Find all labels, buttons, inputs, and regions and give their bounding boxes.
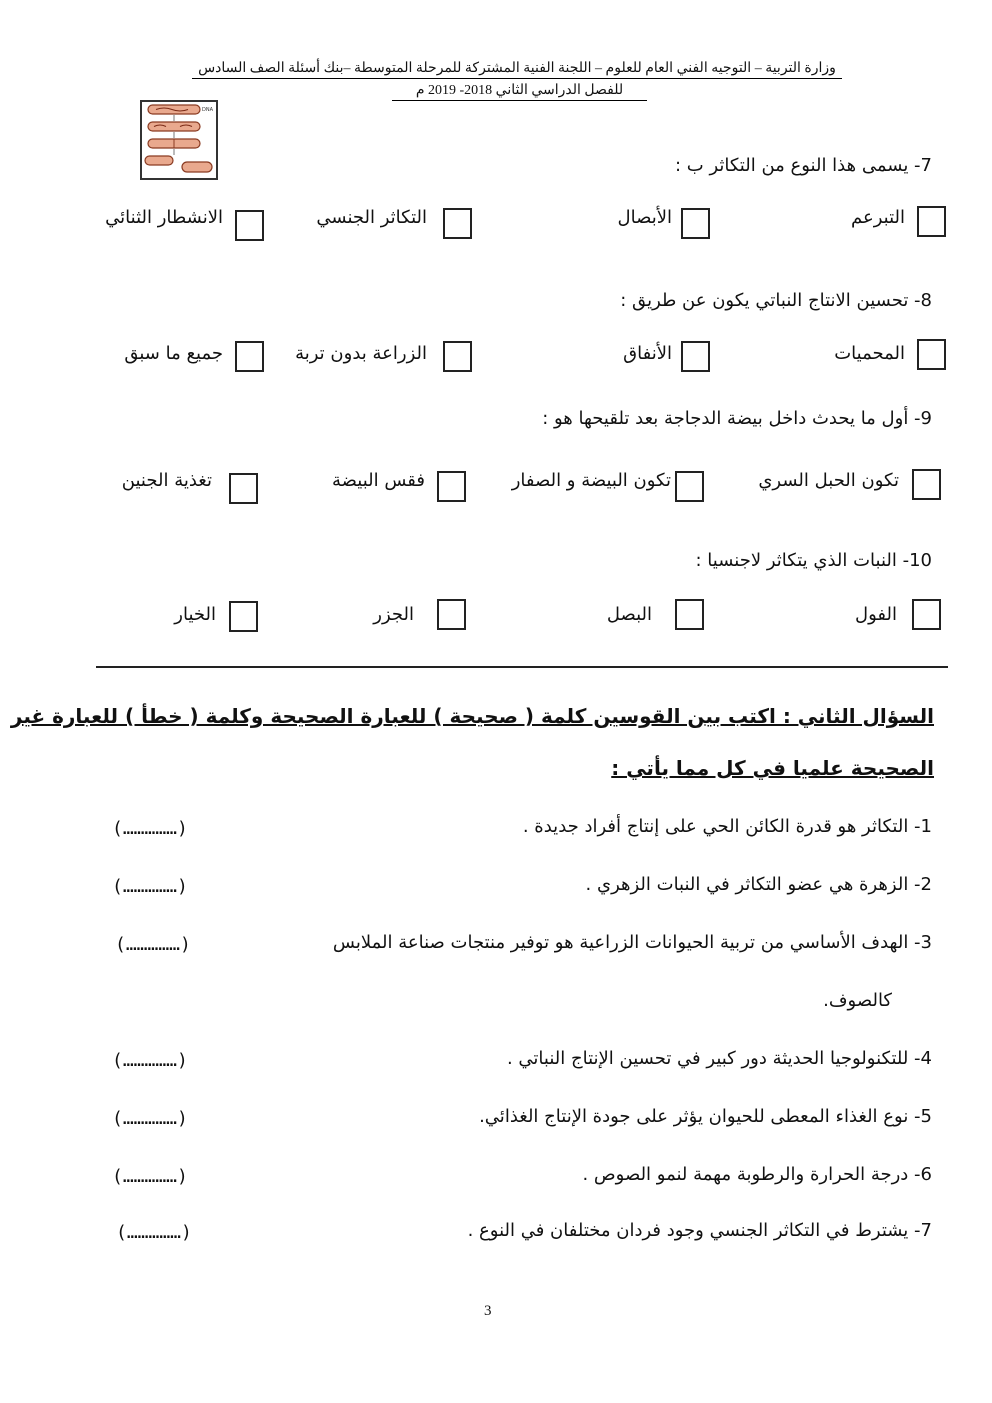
question-9-stem: 9- أول ما يحدث داخل بيضة الدجاجة بعد تلقيحها هو :	[542, 408, 932, 429]
statement-6: 6- درجة الحرارة والرطوبة مهمة لنمو الصوص .	[582, 1164, 932, 1185]
statement-7: 7- يشترط في التكاثر الجنسي وجود فردان مختلفان في النوع .	[467, 1220, 932, 1241]
answer-blank[interactable]: (……………)	[112, 876, 188, 897]
option-label: تكون الحبل السري	[758, 470, 899, 491]
option-checkbox[interactable]	[437, 471, 466, 502]
option-checkbox[interactable]	[235, 341, 264, 372]
option-label: تغذية الجنين	[121, 470, 212, 491]
option-label: فقس البيضة	[332, 470, 425, 491]
question-10-stem: 10- النبات الذي يتكاثر لاجنسيا :	[695, 550, 932, 571]
statement-1: 1- التكاثر هو قدرة الكائن الحي على إنتاج أفراد جديدة .	[522, 816, 932, 837]
diagram-label: DNA	[202, 107, 214, 113]
section2-title-line1: السؤال الثاني : اكتب بين القوسين كلمة ( صحيحة ) للعبارة الصحيحة وكلمة ( خطأ ) للعبارة غير	[10, 704, 934, 728]
header-line1: وزارة التربية – التوجيه الفني العام للعلوم – اللجنة الفنية المشتركة للمرحلة المتوسطة –بنك أسئلة الصف السادس	[192, 60, 842, 79]
statement-3-continuation: كالصوف.	[823, 990, 892, 1011]
option-checkbox[interactable]	[917, 339, 946, 370]
option-label: المحميات	[834, 343, 905, 364]
answer-blank[interactable]: (……………)	[115, 934, 191, 955]
answer-blank[interactable]: (……………)	[116, 1222, 192, 1243]
option-label: تكون البيضة و الصفار	[511, 470, 671, 491]
option-checkbox[interactable]	[675, 471, 704, 502]
option-checkbox[interactable]	[917, 206, 946, 237]
option-label: الزراعة بدون تربة	[295, 343, 427, 364]
option-checkbox[interactable]	[229, 601, 258, 632]
option-checkbox[interactable]	[675, 599, 704, 630]
statement-4: 4- للتكنولوجيا الحديثة دور كبير في تحسين الإنتاج النباتي .	[506, 1048, 932, 1069]
page-number: 3	[484, 1303, 492, 1319]
statement-2: 2- الزهرة هي عضو التكاثر في النبات الزهري .	[585, 874, 932, 895]
option-label: التبرعم	[851, 207, 905, 228]
option-checkbox[interactable]	[912, 469, 941, 500]
answer-blank[interactable]: (……………)	[112, 1166, 188, 1187]
option-checkbox[interactable]	[437, 599, 466, 630]
option-label: البصل	[606, 604, 652, 625]
option-label: الجزر	[373, 604, 414, 625]
question-8-stem: 8- تحسين الانتاج النباتي يكون عن طريق :	[620, 290, 932, 311]
option-checkbox[interactable]	[229, 473, 258, 504]
option-checkbox[interactable]	[235, 210, 264, 241]
option-checkbox[interactable]	[681, 341, 710, 372]
option-checkbox[interactable]	[443, 341, 472, 372]
option-label: الخيار	[174, 604, 216, 625]
header-line2: للفصل الدراسي الثاني 2018- 2019 م	[392, 82, 647, 101]
option-label: الأبصال	[617, 207, 672, 228]
option-label: الأنفاق	[623, 343, 672, 364]
option-checkbox[interactable]	[443, 208, 472, 239]
answer-blank[interactable]: (……………)	[112, 1108, 188, 1129]
answer-blank[interactable]: (……………)	[112, 1050, 188, 1071]
option-label: الانشطار الثنائي	[105, 207, 223, 228]
section-divider	[96, 666, 948, 668]
question-7-stem: 7- يسمى هذا النوع من التكاثر ب :	[674, 155, 932, 176]
option-checkbox[interactable]	[681, 208, 710, 239]
option-label: التكاثر الجنسي	[316, 207, 427, 228]
binary-fission-diagram-icon	[140, 100, 218, 180]
statement-3: 3- الهدف الأساسي من تربية الحيوانات الزراعية هو توفير منتجات صناعة الملابس	[332, 932, 932, 953]
section2-title-line2: الصحيحة علميا في كل مما يأتي :	[611, 756, 934, 780]
option-label: الفول	[855, 604, 897, 625]
answer-blank[interactable]: (……………)	[112, 818, 188, 839]
option-label: جميع ما سبق	[124, 343, 223, 364]
option-checkbox[interactable]	[912, 599, 941, 630]
statement-5: 5- نوع الغذاء المعطى للحيوان يؤثر على جودة الإنتاج الغذائي.	[479, 1106, 932, 1127]
